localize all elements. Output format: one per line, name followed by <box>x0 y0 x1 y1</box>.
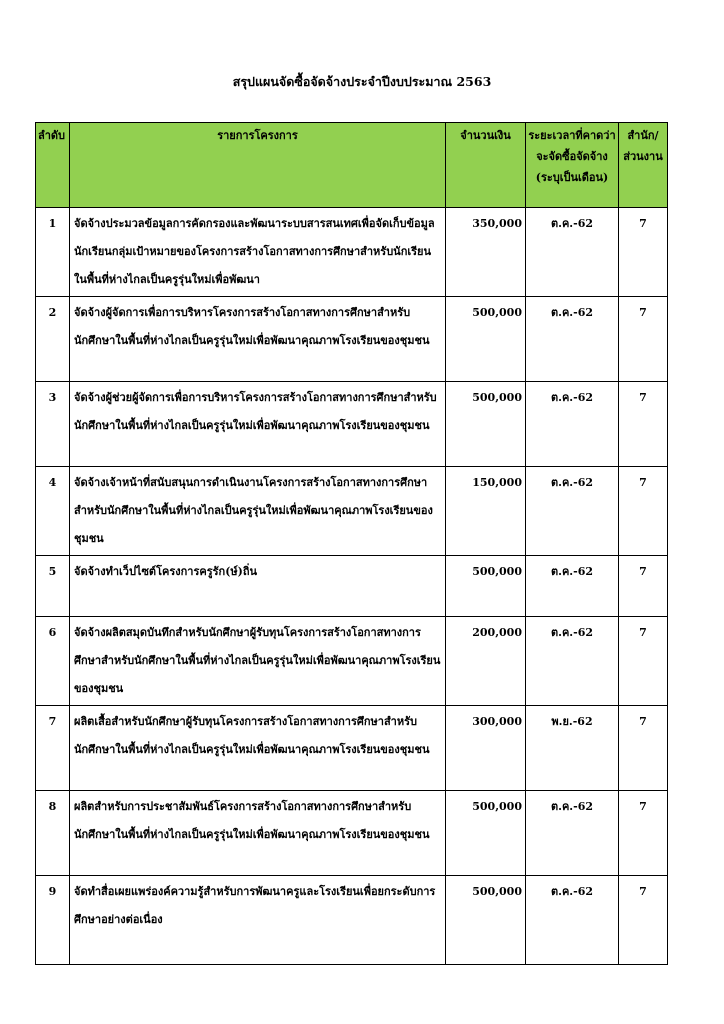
row-amount: 500,000 <box>446 556 526 617</box>
row-period: ต.ค.-62 <box>526 467 619 556</box>
row-period: ต.ค.-62 <box>526 791 619 876</box>
row-amount: 500,000 <box>446 876 526 965</box>
table-row <box>36 617 668 706</box>
row-project: จัดจ้างผู้ช่วยผู้จัดการเพื่อการบริหารโครงการสร้างโอกาสทางการศึกษาสำหรับนักศึกษาในพื้นที่ห่างไกลเป็นครูรุ่นใหม่เพื่อพัฒนาคุณภาพโรงเรียนของชุมชน <box>70 382 446 467</box>
row-amount: 150,000 <box>446 467 526 556</box>
row-period: ต.ค.-62 <box>526 297 619 382</box>
table-row <box>36 297 668 382</box>
row-amount: 500,000 <box>446 382 526 467</box>
row-unit: 7 <box>619 382 668 467</box>
row-period: ต.ค.-62 <box>526 556 619 617</box>
row-unit: 7 <box>619 791 668 876</box>
row-amount: 500,000 <box>446 297 526 382</box>
header-amount: จำนวนเงิน <box>446 123 526 208</box>
row-period: ต.ค.-62 <box>526 208 619 297</box>
table-row <box>36 382 668 467</box>
row-project: ผลิตสำหรับการประชาสัมพันธ์โครงการสร้างโอกาสทางการศึกษาสำหรับนักศึกษาในพื้นที่ห่างไกลเป็นครูรุ่นใหม่เพื่อพัฒนาคุณภาพโรงเรียนของชุมชน <box>70 791 446 876</box>
row-project: จัดจ้างประมวลข้อมูลการคัดกรองและพัฒนาระบบสารสนเทศเพื่อจัดเก็บข้อมูลนักเรียนกลุ่มเป้าหมายของโครงการสร้างโอกาสทางการศึกษาสำหรับนักเรียนในพื้นที่ห่างไกลเป็นครูรุ่นใหม่เพื่อพัฒนา <box>70 208 446 297</box>
row-period: ต.ค.-62 <box>526 617 619 706</box>
table-row <box>36 706 668 791</box>
header-project: รายการโครงการ <box>70 123 446 208</box>
row-project: จัดจ้างทำเว็ปไซต์โครงการครูรัก(ษ์)ถิ่น <box>70 556 446 617</box>
header-order: ลำดับ <box>36 123 70 208</box>
table-row <box>36 876 668 965</box>
row-project: จัดจ้างเจ้าหน้าที่สนับสนุนการดำเนินงานโครงการสร้างโอกาสทางการศึกษาสำหรับนักศึกษาในพื้นที่ห่างไกลเป็นครูรุ่นใหม่เพื่อพัฒนาคุณภาพโรงเรียนของชุมชน <box>70 467 446 556</box>
table-row <box>36 208 668 297</box>
table-row <box>36 467 668 556</box>
row-project: จัดทำสื่อเผยแพร่องค์ความรู้สำหรับการพัฒนาครูและโรงเรียนเพื่อยกระดับการศึกษาอย่างต่อเนื่อง <box>70 876 446 965</box>
row-unit: 7 <box>619 208 668 297</box>
row-project: ผลิตเสื้อสำหรับนักศึกษาผู้รับทุนโครงการสร้างโอกาสทางการศึกษาสำหรับนักศึกษาในพื้นที่ห่างไกลเป็นครูรุ่นใหม่เพื่อพัฒนาคุณภาพโรงเรียนของชุมชน <box>70 706 446 791</box>
row-number: 1 <box>36 208 70 297</box>
row-unit: 7 <box>619 297 668 382</box>
row-project: จัดจ้างผลิตสมุดบันทึกสำหรับนักศึกษาผู้รับทุนโครงการสร้างโอกาสทางการศึกษาสำหรับนักศึกษาในพื้นที่ห่างไกลเป็นครูรุ่นใหม่เพื่อพัฒนาคุณภาพโรงเรียนของชุมชน <box>70 617 446 706</box>
row-unit: 7 <box>619 556 668 617</box>
row-number: 7 <box>36 706 70 791</box>
row-number: 3 <box>36 382 70 467</box>
row-number: 4 <box>36 467 70 556</box>
row-number: 6 <box>36 617 70 706</box>
row-amount: 500,000 <box>446 791 526 876</box>
header-period: ระยะเวลาที่คาดว่าจะจัดซื้อจัดจ้าง (ระบุเป็นเดือน) <box>526 123 619 208</box>
row-number: 8 <box>36 791 70 876</box>
procurement-table <box>35 122 668 965</box>
row-period: ต.ค.-62 <box>526 876 619 965</box>
row-unit: 7 <box>619 617 668 706</box>
document-title: สรุปแผนจัดซื้อจัดจ้างประจำปีงบประมาณ 2563 <box>232 74 492 89</box>
table-row <box>36 791 668 876</box>
row-project: จัดจ้างผู้จัดการเพื่อการบริหารโครงการสร้างโอกาสทางการศึกษาสำหรับนักศึกษาในพื้นที่ห่างไกลเป็นครูรุ่นใหม่เพื่อพัฒนาคุณภาพโรงเรียนของชุมชน <box>70 297 446 382</box>
row-amount: 350,000 <box>446 208 526 297</box>
row-number: 5 <box>36 556 70 617</box>
header-unit: สำนัก/ส่วนงาน <box>619 123 668 208</box>
row-unit: 7 <box>619 467 668 556</box>
row-number: 2 <box>36 297 70 382</box>
row-period: ต.ค.-62 <box>526 382 619 467</box>
table-header-row <box>36 123 668 208</box>
row-unit: 7 <box>619 706 668 791</box>
row-amount: 200,000 <box>446 617 526 706</box>
row-number: 9 <box>36 876 70 965</box>
row-unit: 7 <box>619 876 668 965</box>
table-row <box>36 556 668 617</box>
row-amount: 300,000 <box>446 706 526 791</box>
row-period: พ.ย.-62 <box>526 706 619 791</box>
